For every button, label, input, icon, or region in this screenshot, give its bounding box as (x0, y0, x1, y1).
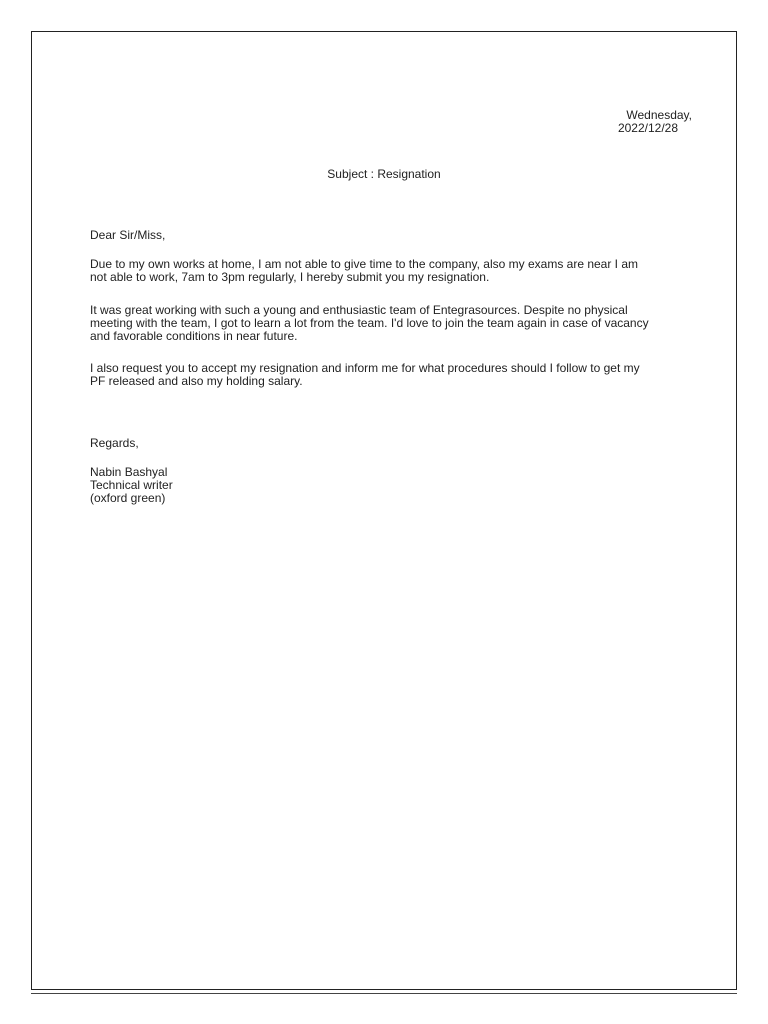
paragraph-2-line: meeting with the team, I got to learn a lot from the team. I'd love to join the team again in case of vacancy (90, 316, 649, 330)
closing: Regards, (90, 436, 139, 450)
letter-date (618, 109, 692, 135)
paragraph-2-line: It was great working with such a young and enthusiastic team of Entegrasources. Despite no physical (90, 303, 628, 317)
signature-name: Nabin Bashyal (90, 465, 168, 479)
signature-title: Technical writer (90, 478, 173, 492)
date-day: Wednesday, (626, 108, 692, 122)
paragraph-2-line: and favorable conditions in near future. (90, 329, 298, 343)
paragraph-3 (90, 362, 690, 388)
paragraph-3-line: PF released and also my holding salary. (90, 374, 303, 388)
salutation: Dear Sir/Miss, (90, 228, 166, 242)
paragraph-3-line: I also request you to accept my resignation and inform me for what procedures should I follow to get my (90, 361, 640, 375)
paragraph-1 (90, 258, 690, 284)
page-bottom-rule (31, 993, 737, 994)
paragraph-1-line: Due to my own works at home, I am not able to give time to the company, also my exams are near I am (90, 257, 639, 271)
paragraph-2 (90, 304, 690, 343)
paragraph-1-line: not able to work, 7am to 3pm regularly, I hereby submit you my resignation. (90, 270, 490, 284)
date-value: 2022/12/28 (617, 121, 678, 135)
letter-subject: Subject : Resignation (327, 167, 441, 181)
signature-block (90, 466, 690, 505)
signature-org: (oxford green) (90, 491, 166, 505)
